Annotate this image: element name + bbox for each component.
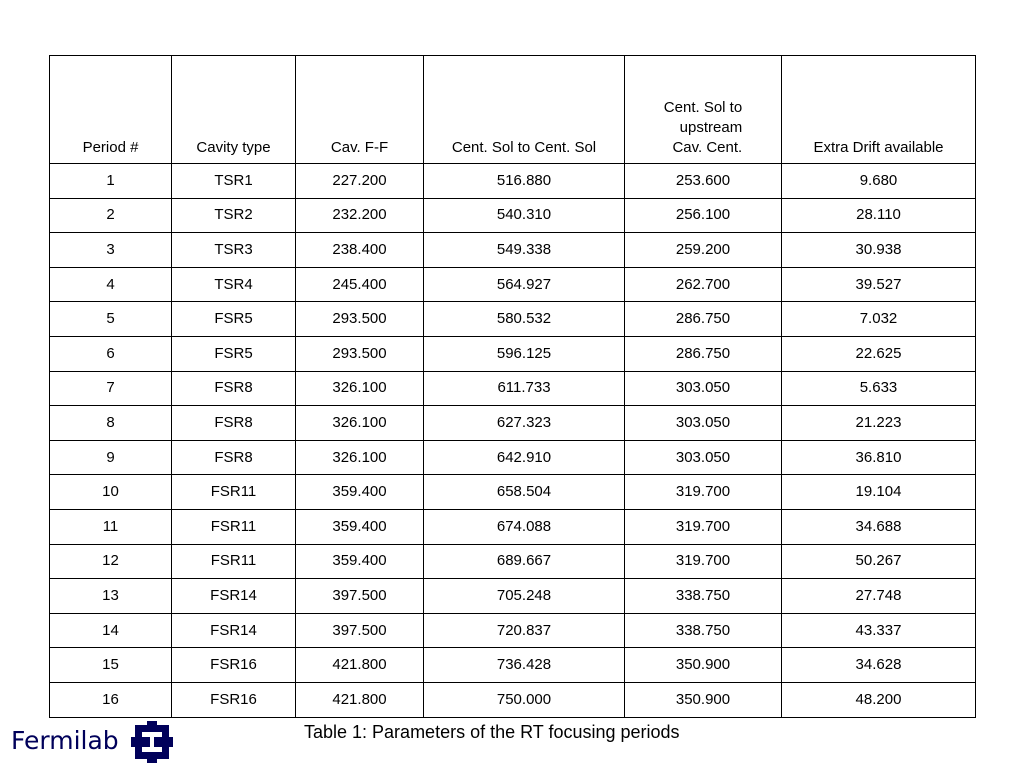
cell-cent-sol-to-upstream: 319.700: [625, 475, 782, 510]
cell-cav-ff: 359.400: [296, 544, 424, 579]
cell-cavity-type: TSR2: [172, 198, 296, 233]
cell-cent-sol-to-upstream: 286.750: [625, 336, 782, 371]
cell-cent-sol-to-cent-sol: 736.428: [424, 648, 625, 683]
cell-cent-sol-to-upstream: 286.750: [625, 302, 782, 337]
table-header-row: [50, 56, 976, 164]
cell-period: 15: [50, 648, 172, 683]
cell-cav-ff: 359.400: [296, 475, 424, 510]
cell-period: 5: [50, 302, 172, 337]
cell-period: 9: [50, 440, 172, 475]
cell-cent-sol-to-cent-sol: 750.000: [424, 682, 625, 717]
cell-cavity-type: FSR8: [172, 371, 296, 406]
cell-cavity-type: FSR11: [172, 544, 296, 579]
cell-period: 12: [50, 544, 172, 579]
cell-cent-sol-to-upstream: 253.600: [625, 164, 782, 199]
header-cav-ff: Cav. F-F: [296, 56, 424, 164]
table-row: [50, 198, 976, 233]
cell-cent-sol-to-cent-sol: 658.504: [424, 475, 625, 510]
table-row: [50, 475, 976, 510]
cell-cav-ff: 421.800: [296, 682, 424, 717]
cell-extra-drift: 5.633: [782, 371, 976, 406]
table-body: [50, 164, 976, 718]
table-row: [50, 233, 976, 268]
cell-period: 4: [50, 267, 172, 302]
cell-cent-sol-to-upstream: 350.900: [625, 648, 782, 683]
cell-period: 10: [50, 475, 172, 510]
cell-period: 2: [50, 198, 172, 233]
cell-extra-drift: 22.625: [782, 336, 976, 371]
cell-cent-sol-to-cent-sol: 611.733: [424, 371, 625, 406]
fermilab-logo-text: Fermilab: [11, 726, 119, 755]
cell-cent-sol-to-cent-sol: 596.125: [424, 336, 625, 371]
table-caption: Table 1: Parameters of the RT focusing periods: [304, 722, 680, 742]
cell-cav-ff: 359.400: [296, 509, 424, 544]
table-row: [50, 509, 976, 544]
cell-cavity-type: FSR16: [172, 682, 296, 717]
cell-extra-drift: 21.223: [782, 406, 976, 441]
cell-cent-sol-to-cent-sol: 705.248: [424, 579, 625, 614]
cell-cent-sol-to-cent-sol: 580.532: [424, 302, 625, 337]
cell-extra-drift: 39.527: [782, 267, 976, 302]
cell-cavity-type: FSR5: [172, 302, 296, 337]
cell-cav-ff: 293.500: [296, 336, 424, 371]
cell-extra-drift: 7.032: [782, 302, 976, 337]
cell-cent-sol-to-upstream: 350.900: [625, 682, 782, 717]
header-period: Period #: [50, 56, 172, 164]
table-row: [50, 682, 976, 717]
cell-extra-drift: 43.337: [782, 613, 976, 648]
table-row: [50, 440, 976, 475]
table-row: [50, 648, 976, 683]
table-row: [50, 267, 976, 302]
cell-period: 8: [50, 406, 172, 441]
cell-cav-ff: 326.100: [296, 406, 424, 441]
table-row: [50, 544, 976, 579]
cell-cav-ff: 421.800: [296, 648, 424, 683]
cell-cavity-type: FSR11: [172, 475, 296, 510]
cell-period: 1: [50, 164, 172, 199]
cell-cent-sol-to-upstream: 303.050: [625, 371, 782, 406]
cell-cavity-type: FSR8: [172, 406, 296, 441]
cell-cent-sol-to-cent-sol: 549.338: [424, 233, 625, 268]
cell-cent-sol-to-cent-sol: 642.910: [424, 440, 625, 475]
cell-cavity-type: TSR1: [172, 164, 296, 199]
cell-extra-drift: 50.267: [782, 544, 976, 579]
cell-extra-drift: 19.104: [782, 475, 976, 510]
table-row: [50, 613, 976, 648]
cell-cent-sol-to-upstream: 256.100: [625, 198, 782, 233]
cell-cent-sol-to-cent-sol: 627.323: [424, 406, 625, 441]
cell-cav-ff: 326.100: [296, 440, 424, 475]
fermilab-logo-icon: [130, 720, 174, 764]
cell-cent-sol-to-upstream: 303.050: [625, 440, 782, 475]
cell-cent-sol-to-upstream: 319.700: [625, 509, 782, 544]
cell-cav-ff: 326.100: [296, 371, 424, 406]
header-cent-sol-to-upstream: [625, 56, 782, 164]
table-row: [50, 302, 976, 337]
cell-extra-drift: 34.688: [782, 509, 976, 544]
cell-cav-ff: 245.400: [296, 267, 424, 302]
cell-extra-drift: 9.680: [782, 164, 976, 199]
cell-cav-ff: 227.200: [296, 164, 424, 199]
cell-cent-sol-to-cent-sol: 540.310: [424, 198, 625, 233]
cell-cav-ff: 238.400: [296, 233, 424, 268]
cell-cavity-type: FSR14: [172, 613, 296, 648]
cell-cavity-type: FSR14: [172, 579, 296, 614]
cell-cent-sol-to-cent-sol: 720.837: [424, 613, 625, 648]
cell-cavity-type: TSR3: [172, 233, 296, 268]
cell-cent-sol-to-upstream: 262.700: [625, 267, 782, 302]
cell-extra-drift: 28.110: [782, 198, 976, 233]
header-extra-drift: Extra Drift available: [782, 56, 976, 164]
cell-cent-sol-to-cent-sol: 689.667: [424, 544, 625, 579]
cell-cavity-type: FSR11: [172, 509, 296, 544]
table-row: [50, 406, 976, 441]
cell-extra-drift: 27.748: [782, 579, 976, 614]
parameters-table: [49, 55, 976, 718]
cell-cent-sol-to-upstream: 338.750: [625, 613, 782, 648]
cell-cav-ff: 397.500: [296, 579, 424, 614]
cell-period: 16: [50, 682, 172, 717]
cell-cav-ff: 397.500: [296, 613, 424, 648]
header-cent-sol-to-upstream-label: Cent. Sol to upstream Cav. Cent.: [663, 99, 743, 156]
cell-period: 6: [50, 336, 172, 371]
table-row: [50, 164, 976, 199]
cell-cavity-type: TSR4: [172, 267, 296, 302]
table-row: [50, 579, 976, 614]
cell-period: 11: [50, 509, 172, 544]
cell-cav-ff: 232.200: [296, 198, 424, 233]
cell-extra-drift: 48.200: [782, 682, 976, 717]
table-row: [50, 336, 976, 371]
table-row: [50, 371, 976, 406]
cell-period: 3: [50, 233, 172, 268]
cell-extra-drift: 36.810: [782, 440, 976, 475]
cell-cent-sol-to-cent-sol: 564.927: [424, 267, 625, 302]
cell-cent-sol-to-upstream: 319.700: [625, 544, 782, 579]
cell-cent-sol-to-upstream: 338.750: [625, 579, 782, 614]
cell-extra-drift: 34.628: [782, 648, 976, 683]
cell-cav-ff: 293.500: [296, 302, 424, 337]
cell-cent-sol-to-cent-sol: 516.880: [424, 164, 625, 199]
cell-period: 14: [50, 613, 172, 648]
cell-period: 13: [50, 579, 172, 614]
cell-cent-sol-to-cent-sol: 674.088: [424, 509, 625, 544]
header-cavity-type: Cavity type: [172, 56, 296, 164]
cell-cent-sol-to-upstream: 303.050: [625, 406, 782, 441]
cell-cavity-type: FSR5: [172, 336, 296, 371]
cell-cavity-type: FSR8: [172, 440, 296, 475]
cell-cent-sol-to-upstream: 259.200: [625, 233, 782, 268]
cell-period: 7: [50, 371, 172, 406]
header-cent-sol-to-cent-sol: Cent. Sol to Cent. Sol: [424, 56, 625, 164]
cell-extra-drift: 30.938: [782, 233, 976, 268]
cell-cavity-type: FSR16: [172, 648, 296, 683]
